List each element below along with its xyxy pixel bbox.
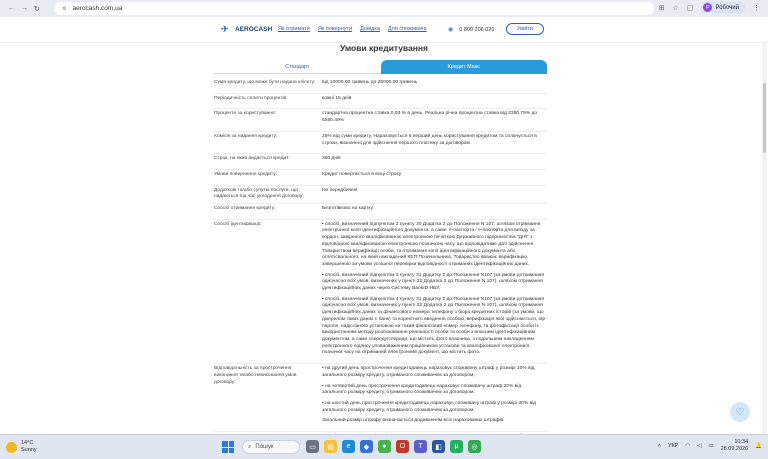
translate-icon[interactable]: ⊞	[658, 4, 665, 12]
terms-row	[214, 220, 547, 364]
terms-label: Сума кредиту, що може бути надана клієнту:	[214, 80, 316, 85]
terms-row	[214, 94, 547, 110]
terms-row	[214, 364, 547, 432]
tray-chevron-icon[interactable]: ˄	[657, 443, 661, 449]
terms-label: Періодичність сплати процентів:	[214, 95, 288, 101]
terms-table	[214, 78, 547, 448]
phone-icon: ◉	[448, 27, 454, 33]
terms-label: Умови повернення кредиту:	[214, 171, 277, 177]
phone-number[interactable]: 0 800 206 020	[459, 26, 495, 33]
terms-value	[322, 80, 547, 91]
terms-value-paragraph: Загальний розмір штрафу визначається додаванням всіх нарахованих штрафів.	[322, 418, 505, 424]
profile-avatar: Р	[703, 3, 712, 12]
profile-button[interactable]	[701, 2, 745, 13]
terms-value-paragraph: • на шостий день прострочення кредитодавець нараховує споживачу штраф у розмірі 30% від загального розміру кредиту, отриманого споживачем за договором.	[322, 400, 537, 413]
terms-value-paragraph: • спосіб, визначений підпунктом 2 пункту 30 Додатка 2 до Положення N 107, шляхом отримання електронної копії ідентифікаційного документа, а саме: е-паспорта / е-паспорта для виїзду за кордон, завіреного кваліфікованою електронною печаткою Державного підприємства "ДІЯ" з відповідною кваліфікованою електронною позначкою часу, що відповідатиме даті здійснення Товариством верифікації особи, та отримання копії ідентифікаційного документа або оглятісвального, на який накладений КЕП Позичальника. Товариство вважає верифікацію завершеною за умови успішної перевірки відповідності отриманих ідентифікаційних даних.	[322, 221, 541, 267]
task-view-icon[interactable]: ▭	[306, 440, 319, 453]
site-logo[interactable]	[221, 25, 272, 34]
terms-value	[322, 111, 547, 128]
bookmark-star-icon[interactable]: ☆	[672, 4, 679, 12]
back-icon[interactable]: ←	[8, 4, 15, 12]
terms-row	[214, 78, 547, 94]
chrome-icon[interactable]: ●	[378, 440, 391, 453]
browser-toolbar	[0, 0, 768, 17]
search-icon: ⌕	[248, 443, 252, 450]
terms-value-paragraph: Безготівково на картку	[322, 206, 374, 212]
menu-dots-icon[interactable]: ⋮	[753, 4, 760, 12]
terms-value-paragraph: • спосіб, визначений підпунктом 4 пункту 31 Додатку 2 до Положення N107 (за умови дотримання одночасно всіх умов, визначених у пункті 32 Додатка 2 до Положення N 107), шляхом отримання ідентифікаційних даних та фінансового номера телефону з бюро кредитних історій (за умови, що джерелом таких даних є банк) та коректного введення особою, верифікація якої здійснюється, otp-пароля, надісланого установою на такий фінансовий номер телефону, та фотофіксації особи із використанням методу розпізнавання реальності особи та особи з власним ідентифікаційним документом, а саме спереду/спереди, що містить фото власника, з подальшим накладенням електронного підпису уповноваженим працівником установи та кваліфікованої електронної позначки часу на отриманий електронний документ, що містить фото.	[322, 296, 547, 356]
windows-start-icon[interactable]	[222, 441, 234, 453]
wifi-icon[interactable]: ◠	[685, 443, 691, 449]
terms-value-paragraph: Не передбачені	[322, 187, 358, 193]
terms-value-paragraph: від 10000,00 гривень до 25000,00 гривень	[322, 80, 418, 85]
terms-label: Додаткові та/або супутні послуги, що надаються під час укладення договору:	[214, 187, 304, 200]
address-bar[interactable]	[54, 2, 654, 15]
google-chrome-icon[interactable]: ◎	[468, 440, 481, 453]
terms-value-paragraph: • на другий день прострочення кредитодавець нараховує споживачу штраф у розмірі 10% від загального розміру кредиту, отриманого споживачем за договором;	[322, 366, 535, 378]
edge-browser-icon[interactable]: e	[342, 440, 355, 453]
terms-label: Проценти за користування:	[214, 111, 276, 117]
terms-row	[214, 154, 547, 170]
terms-label: Комісія за надання кредиту:	[214, 133, 278, 139]
system-tray	[658, 439, 762, 453]
address-url: aerocash.com.ua	[72, 5, 123, 12]
credit-tabs	[214, 60, 547, 74]
clock-time: 10:34	[734, 439, 749, 445]
page-title: Умови кредитування	[339, 43, 428, 53]
teams-icon[interactable]: T	[414, 440, 427, 453]
login-button[interactable]: Увійти	[506, 23, 544, 35]
volume-icon[interactable]: ◁	[697, 443, 702, 449]
weather-widget[interactable]	[6, 440, 37, 454]
menu-how-to-get[interactable]: Як отримати	[278, 26, 310, 32]
outlook-icon[interactable]: ◧	[432, 440, 445, 453]
logo-plane-icon: ✈	[221, 24, 229, 34]
terms-value-paragraph: • на четвертий день прострочення кредитодавець нараховує споживачу штраф 20% від загального розміру кредиту, отриманого споживачем за договором;	[322, 383, 522, 396]
weather-desc: Sunny	[21, 447, 37, 453]
torrent-icon[interactable]: μ	[450, 440, 463, 453]
terms-value-paragraph: 25% від суми кредиту. Нараховується в перший день користування кредитом та сплачується в строки, визначені для здійснення першого платежу за договором	[322, 133, 537, 146]
terms-row	[214, 204, 547, 220]
office-icon[interactable]: O	[396, 440, 409, 453]
keyboard-language[interactable]: УКР	[667, 443, 679, 449]
file-explorer-icon[interactable]: ▤	[324, 440, 337, 453]
scrollbar-thumb[interactable]	[763, 83, 766, 153]
terms-value	[322, 188, 547, 201]
terms-value	[322, 96, 547, 107]
profile-label: Робочий	[715, 4, 739, 11]
menu-help[interactable]: Довідка	[360, 26, 380, 32]
tab-credit-max[interactable]: Кредит Макс	[381, 60, 548, 74]
terms-row	[214, 109, 547, 131]
menu-how-to-repay[interactable]: Як повернути	[317, 26, 353, 32]
terms-value	[322, 206, 547, 217]
clock-date: 28.09.2026	[720, 446, 749, 452]
forward-icon[interactable]: →	[21, 4, 28, 12]
menu-for-consumer[interactable]: Для споживача	[387, 26, 427, 32]
terms-value	[322, 156, 547, 167]
terms-label: Відповідальність за прострочення виконання та/або невиконання умов договору:	[214, 366, 297, 385]
terms-label: Спосіб ідентифікації:	[214, 221, 262, 227]
terms-value	[322, 222, 547, 361]
windows-taskbar	[0, 434, 768, 459]
terms-value-paragraph: • спосіб, визначений підпунктом 3 пункту 31 Додатку 2 до Положення N107 (за умови дотримання одночасно всіх умов, визначених у пункті 32 Додатка 2 до Положення N 107), шляхом отримання ідентифікаційних даних через Систему BankID НБУ;	[322, 272, 545, 292]
browser-actions	[659, 2, 760, 13]
terms-value-paragraph: кожні 15 днів	[322, 95, 352, 101]
phone-block	[448, 26, 494, 33]
taskbar-search[interactable]	[242, 440, 300, 454]
terms-value-paragraph: Кредит повертається в кінці строку	[322, 171, 402, 177]
terms-value	[322, 134, 547, 151]
page-scrollbar[interactable]	[762, 43, 767, 434]
terms-value-paragraph: стандартна процентна ставка 0,93 % в день. Реальна річна процентна ставка від 3350.79% до 5560.49%	[322, 111, 538, 124]
site-header	[0, 17, 768, 43]
taskbar-search-label: Пошук	[255, 444, 274, 450]
terms-row	[214, 186, 547, 204]
terms-row	[214, 132, 547, 154]
terms-value	[322, 172, 547, 183]
site-info-icon[interactable]: ⚙	[62, 5, 67, 12]
clock[interactable]	[721, 439, 749, 453]
terms-label: Строк, на який видається кредит:	[214, 156, 290, 162]
extensions-icon[interactable]: ▢	[686, 4, 694, 12]
browser-nav	[8, 5, 40, 13]
terms-label: Спосіб отримання кредиту:	[214, 206, 276, 212]
notifications-icon[interactable]: 🔔	[755, 443, 762, 449]
main-menu	[278, 26, 427, 32]
tab-standard[interactable]: Стандарт	[214, 60, 381, 74]
battery-icon[interactable]: ▭	[708, 443, 714, 449]
chat-support-button[interactable]	[730, 402, 750, 422]
chat-heart-icon: ♡	[735, 406, 745, 418]
terms-value-paragraph: 360 днів	[322, 156, 341, 162]
reload-icon[interactable]: ↻	[34, 5, 40, 13]
terms-row	[214, 170, 547, 186]
weather-temp: 14°C	[21, 440, 34, 446]
store-icon[interactable]: ◆	[360, 440, 373, 453]
terms-value	[322, 366, 547, 429]
sun-icon	[6, 442, 17, 453]
taskbar-apps	[306, 440, 481, 453]
logo-text: AEROCASH	[235, 26, 273, 33]
